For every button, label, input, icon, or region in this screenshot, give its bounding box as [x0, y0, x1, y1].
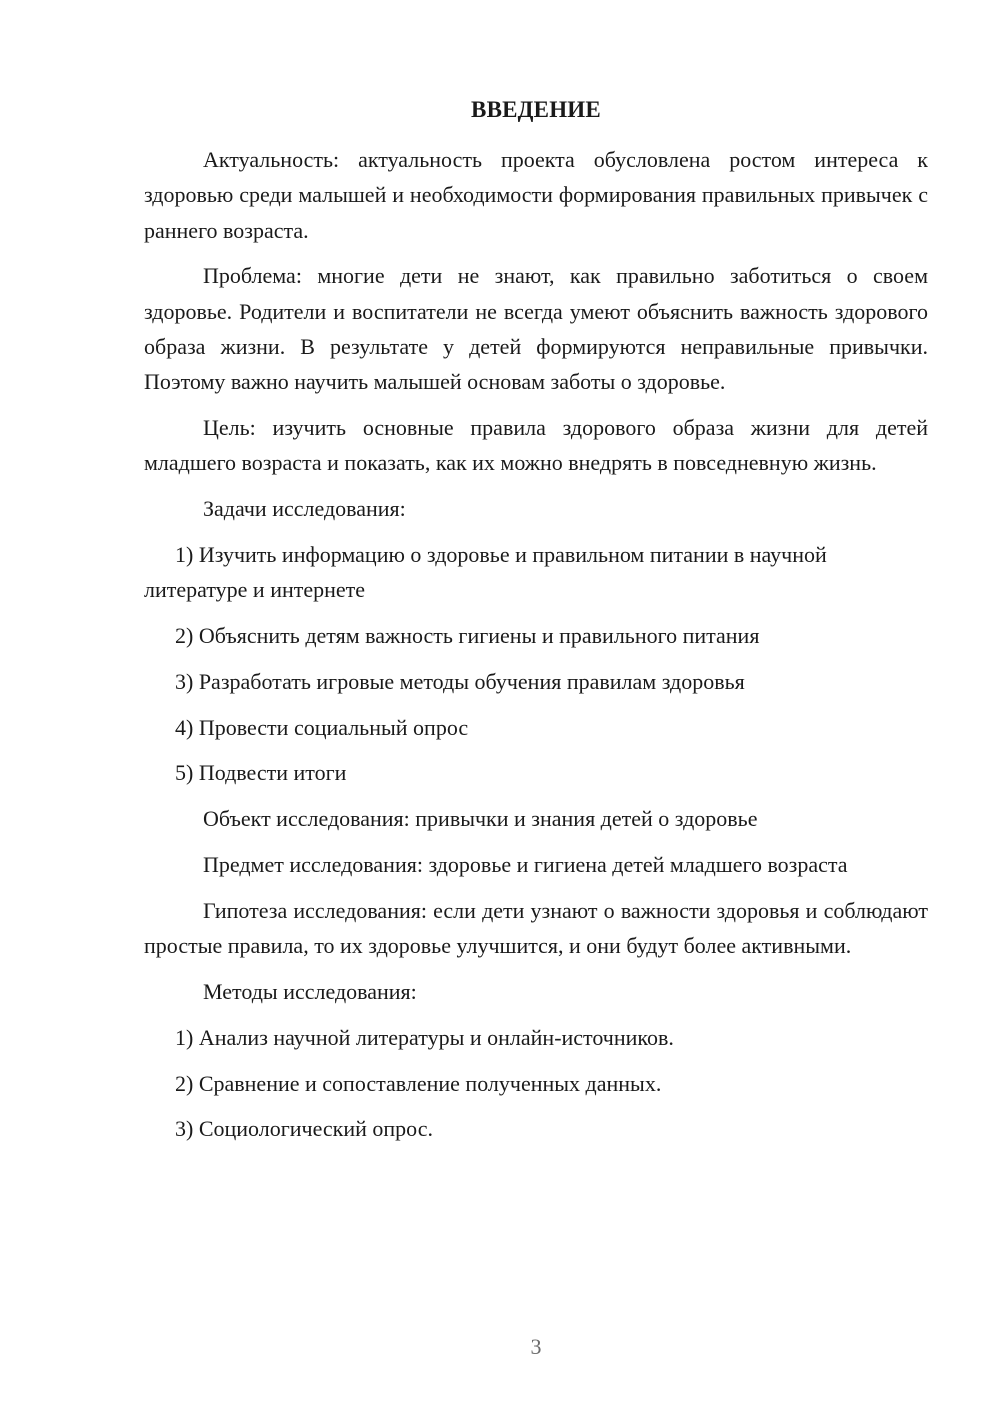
page-number: 3 — [530, 1334, 542, 1359]
section-heading: ВВЕДЕНИЕ — [471, 97, 601, 122]
methods-title: Методы исследования: — [203, 978, 417, 1004]
hypothesis-paragraph: Гипотеза исследования: если дети узнают о важности здоровья и соблюдают простые правила, то их здоровье улучшится, и они будут более активными. — [144, 897, 928, 959]
object-paragraph: Объект исследования: привычки и знания детей о здоровье — [203, 806, 758, 832]
tasks-title: Задачи исследования: — [203, 496, 406, 522]
task-item: 4) Провести социальный опрос — [175, 714, 469, 740]
method-item: 3) Социологический опрос. — [175, 1116, 433, 1142]
method-item: 1) Анализ научной литературы и онлайн-источников. — [175, 1024, 674, 1050]
task-item: 2) Объяснить детям важность гигиены и правильного питания — [175, 623, 760, 649]
body-text — [144, 142, 928, 1157]
relevance-paragraph: Актуальность: актуальность проекта обусловлена ростом интереса к здоровью среди малышей и необходимости формирования правильных привычек с раннего возраста. — [144, 147, 928, 243]
task-item: 3) Разработать игровые методы обучения правилам здоровья — [175, 668, 745, 694]
method-item: 2) Сравнение и сопоставление полученных данных. — [175, 1070, 662, 1096]
task-item: 1) Изучить информацию о здоровье и правильном питании в научной литературе и интернете — [144, 541, 827, 603]
problem-paragraph: Проблема: многие дети не знают, как правильно заботиться о своем здоровье. Родители и воспитатели не всегда умеют объяснить важность здорового образа жизни. В результате у детей формируются неправильные привычки. Поэтому важно научить малышей основам заботы о здоровье. — [144, 263, 928, 395]
subject-paragraph: Предмет исследования: здоровье и гигиена детей младшего возраста — [203, 852, 848, 878]
goal-paragraph: Цель: изучить основные правила здорового образа жизни для детей младшего возраста и показать, как их можно внедрять в повседневную жизнь. — [144, 415, 928, 476]
task-item: 5) Подвести итоги — [175, 760, 347, 786]
